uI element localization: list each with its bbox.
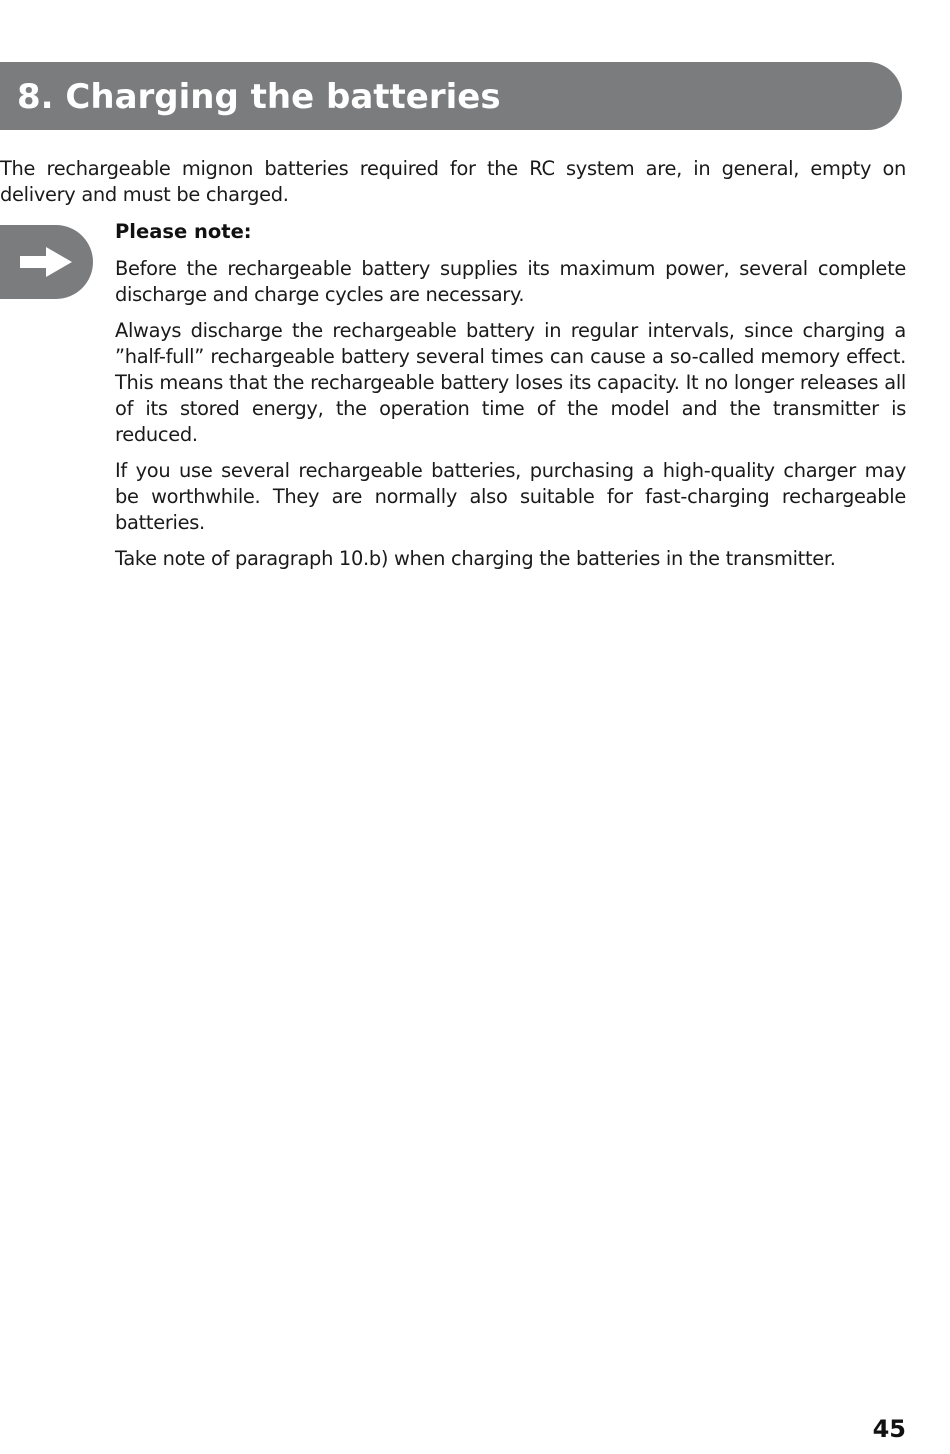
section-title: 8. Charging the batteries: [17, 77, 501, 117]
note-paragraph: Take note of paragraph 10.b) when charging the batteries in the transmitter.: [115, 547, 836, 570]
note-paragraph: Before the rechargeable battery supplies its maximum power, several complete discharge and charge cycles are necessary.: [115, 257, 906, 306]
intro-paragraph: The rechargeable mignon batteries required for the RC system are, in general, empty on delivery and must be charged.: [0, 157, 906, 206]
note-paragraph: If you use several rechargeable batteries, purchasing a high-quality charger may be worthwhile. They are normally also suitable for fast-charging rechargeable batteries.: [115, 459, 906, 534]
arrow-right-icon: [0, 225, 93, 299]
note-block: [115, 219, 906, 582]
section-header: [0, 62, 902, 130]
note-paragraph: Always discharge the rechargeable battery in regular intervals, since charging a ”half-full” rechargeable battery several times can cause a so-called memory effect. This means that the rechargeable battery loses its capacity. It no longer releases all of its stored energy, the operation time of the model and the transmitter is reduced.: [115, 319, 906, 446]
note-heading: Please note:: [115, 220, 252, 243]
page-number: 45: [872, 1415, 906, 1443]
